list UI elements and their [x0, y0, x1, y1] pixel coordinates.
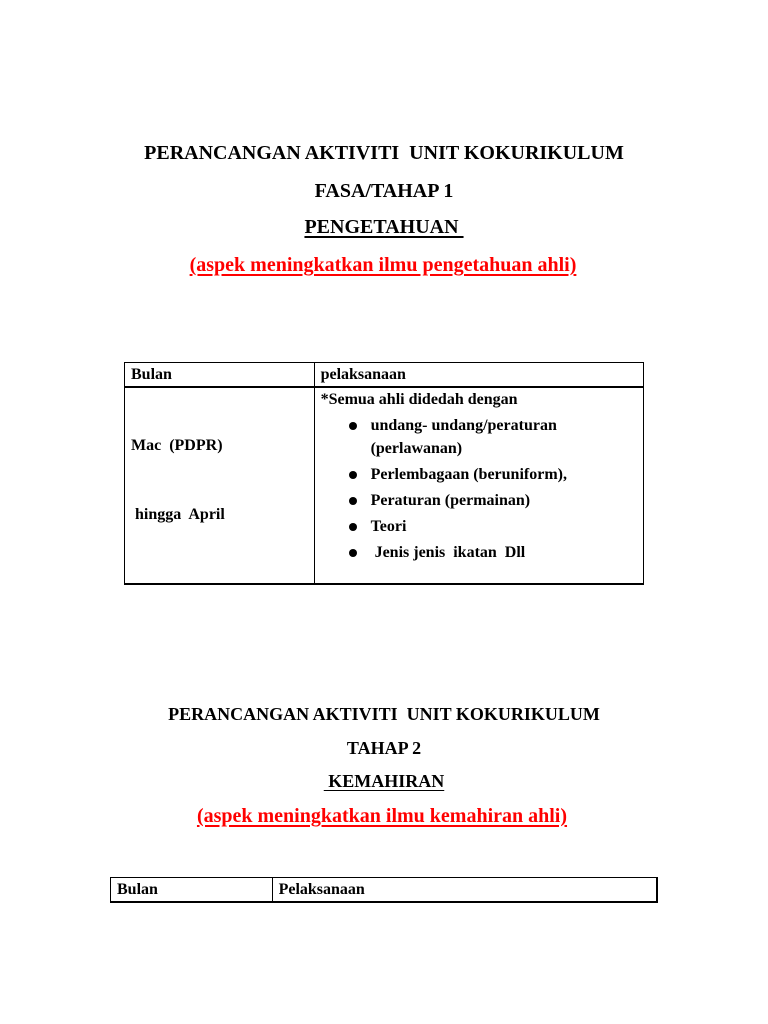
- table-row: [125, 387, 644, 584]
- section1-heading: [0, 216, 768, 239]
- list-item-text: Jenis jenis ikatan Dll: [370, 544, 526, 561]
- month-line: hingga April: [131, 506, 225, 523]
- section1-aspect-text: (aspek meningkatkan ilmu pengetahuan ahli): [189, 254, 577, 276]
- list-item: [321, 515, 637, 538]
- section2-table: [110, 877, 658, 903]
- implementation-intro: *Semua ahli didedah dengan: [320, 391, 518, 408]
- section2-title: PERANCANGAN AKTIVITI UNIT KOKURIKULUM: [168, 704, 600, 724]
- month-cell: [125, 387, 315, 584]
- section1-table: [124, 362, 644, 585]
- list-item: [321, 414, 637, 460]
- section2-phase: TAHAP 2: [346, 738, 422, 758]
- implementation-cell: [314, 387, 643, 584]
- section1-aspect: [0, 254, 767, 277]
- section1-phase: FASA/TAHAP 1: [314, 180, 454, 202]
- bullet-icon: [349, 422, 357, 430]
- bullet-icon: [349, 497, 357, 505]
- section2-heading-text: KEMAHIRAN: [323, 771, 445, 791]
- column-header-bulan: Bulan: [125, 363, 315, 388]
- section1-title: PERANCANGAN AKTIVITI UNIT KOKURIKULUM: [144, 142, 624, 164]
- table-header-row: [125, 363, 644, 388]
- month-line: Mac (PDPR): [131, 437, 223, 454]
- column-header-bulan: Bulan: [111, 878, 273, 903]
- column-header-pelaksanaan: Pelaksanaan: [272, 878, 657, 903]
- table-header-row: [111, 878, 658, 903]
- section1-heading-text: PENGETAHUAN: [304, 216, 464, 238]
- list-item-text: Perlembagaan (beruniform),: [370, 466, 567, 483]
- list-item-text: Peraturan (permainan): [370, 492, 531, 509]
- list-item: [321, 489, 637, 512]
- list-item: [321, 541, 637, 564]
- bullet-icon: [349, 471, 357, 479]
- column-header-pelaksanaan: pelaksanaan: [314, 363, 643, 388]
- section2-heading: [0, 771, 768, 792]
- bullet-icon: [349, 549, 357, 557]
- implementation-list: [321, 414, 637, 564]
- section2-aspect-text: (aspek meningkatkan ilmu kemahiran ahli): [196, 805, 568, 827]
- list-item-text: undang- undang/peraturan (perlawanan): [370, 417, 557, 457]
- bullet-icon: [349, 523, 357, 531]
- section2-aspect: [0, 805, 766, 828]
- list-item-text: Teori: [370, 518, 407, 535]
- list-item: [321, 463, 637, 486]
